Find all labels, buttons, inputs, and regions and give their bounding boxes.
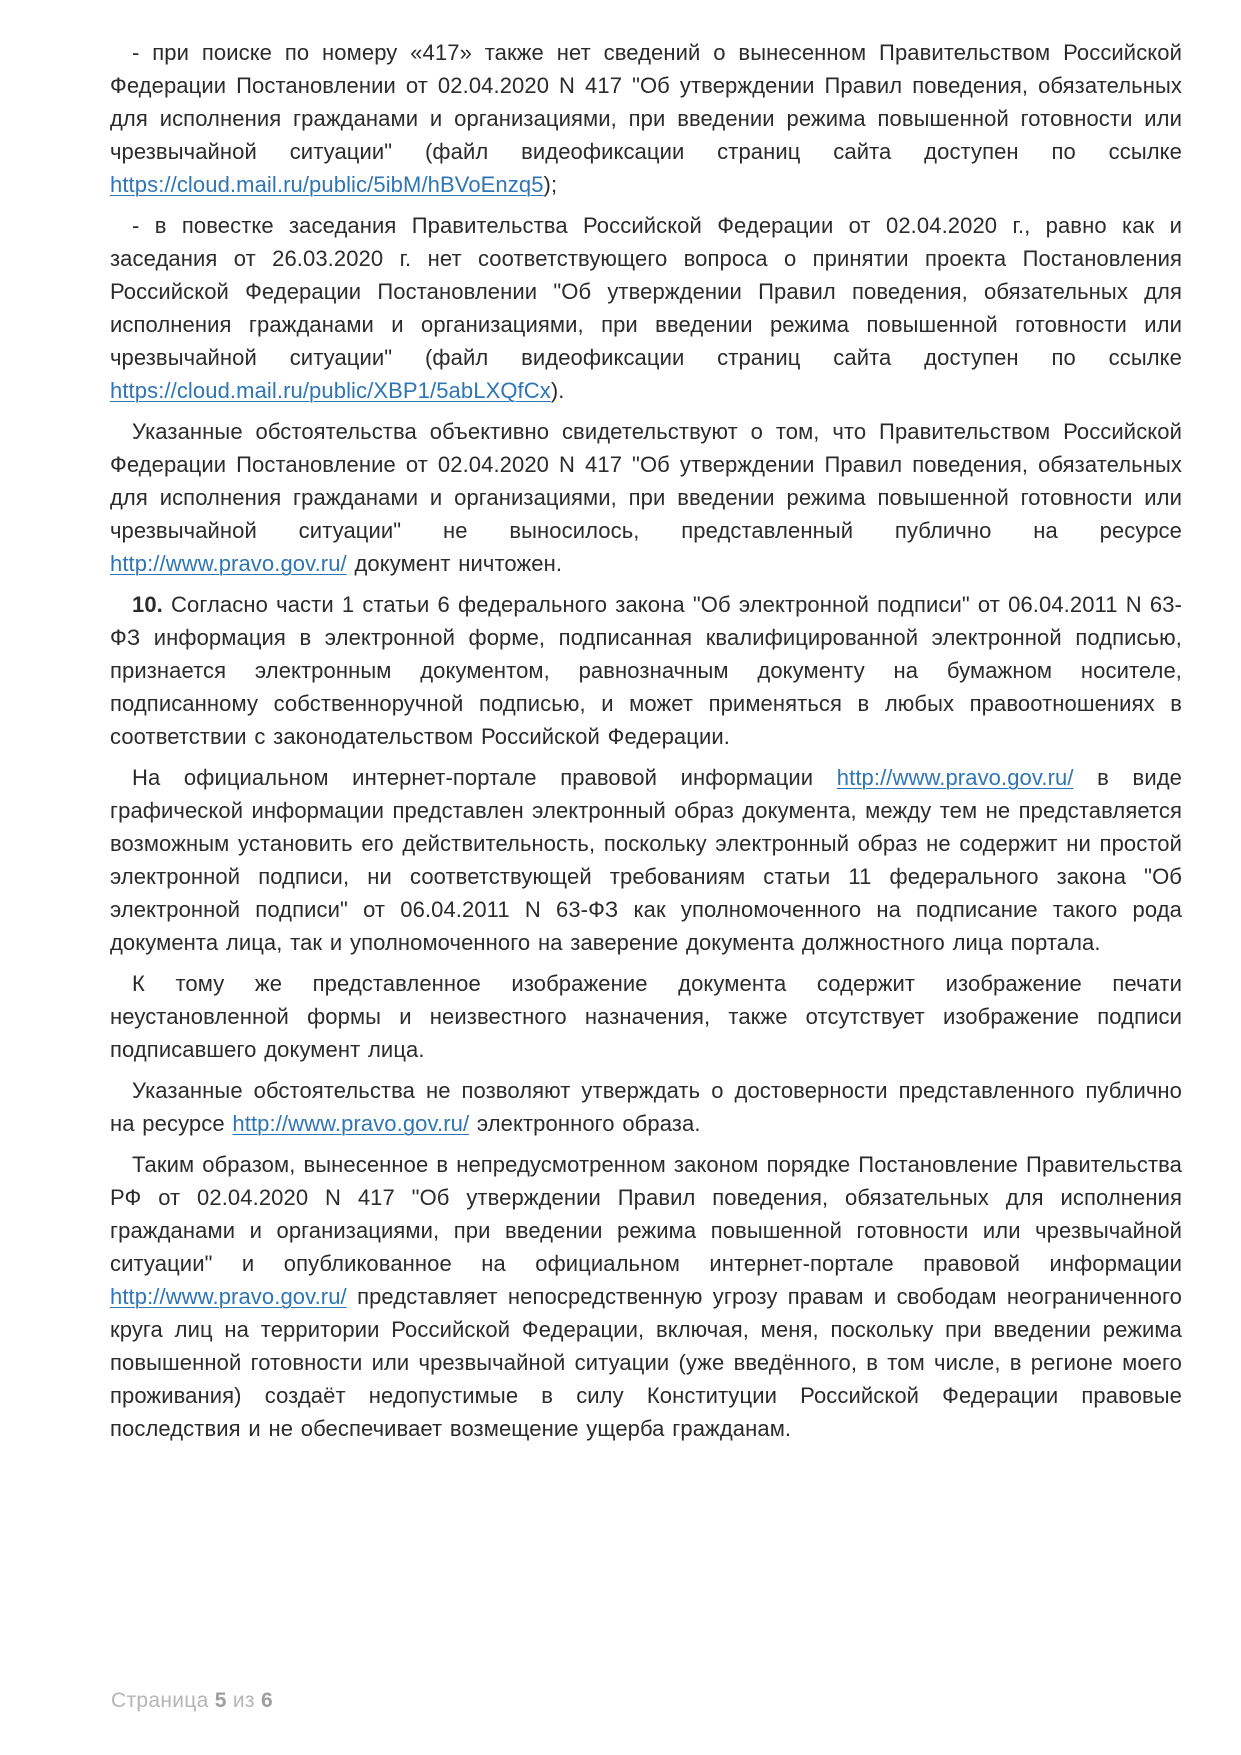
body-text: в виде графической информации представлен электронный образ документа, между тем не представляется возможным установить его действительность, поскольку электронный образ не содержит ни простой электронной подписи, ни соответствующей требованиям статьи 11 федерального закона "Об электронной подписи" от 06.04.2011 N 63-ФЗ как уполномоченного на подписание такого рода документа лица, так и уполномоченного на заверение документа должностного лица портала.	[110, 765, 1182, 955]
hyperlink[interactable]: https://cloud.mail.ru/public/XBP1/5abLXQfCx	[110, 378, 551, 403]
body-text: представляет непосредственную угрозу правам и свободам неограниченного круга лиц на территории Российской Федерации, включая, меня, поскольку при введении режима повышенной готовности или чрезвычайной ситуации (уже введённого, в том числе, в регионе моего проживания) создаёт недопустимые в силу Конституции Российской Федерации правовые последствия и не обеспечивает возмещение ущерба гражданам.	[110, 1284, 1182, 1441]
body-text: ).	[550, 378, 565, 403]
hyperlink[interactable]: https://cloud.mail.ru/public/5ibM/hBVoEnzq5	[110, 172, 544, 197]
page-number: 5	[214, 1689, 227, 1712]
paragraph	[110, 588, 1182, 753]
body-text: электронного образа.	[469, 1111, 701, 1136]
body-text: На официальном интернет-портале правовой информации	[132, 765, 837, 790]
hyperlink[interactable]: http://www.pravo.gov.ru/	[110, 1284, 347, 1309]
paragraph	[110, 415, 1182, 580]
body-text: Таким образом, вынесенное в непредусмотренном законом порядке Постановление Правительства РФ от 02.04.2020 N 417 "Об утверждении Правил поведения, обязательных для исполнения гражданами и организациями, при введении режима повышенной готовности или чрезвычайной ситуации" и опубликованное на официальном интернет-портале правовой информации	[110, 1152, 1182, 1276]
paragraph	[110, 761, 1182, 959]
bold-text: 10.	[132, 592, 163, 617]
paragraph	[110, 209, 1182, 407]
body-text: - в повестке заседания Правительства Российской Федерации от 02.04.2020 г., равно как и заседания от 26.03.2020 г. нет соответствующего вопроса о принятии проекта Постановления Российской Федерации Постановлении "Об утверждении Правил поведения, обязательных для исполнения гражданами и организациями, при введении режима повышенной готовности или чрезвычайной ситуации" (файл видеофиксации страниц сайта доступен по ссылке	[110, 213, 1182, 370]
footer-label: Страница	[111, 1689, 215, 1712]
body-text: Указанные обстоятельства не позволяют утверждать о достоверности представленного публично на ресурсе	[110, 1078, 1182, 1136]
body-text: К тому же представленное изображение документа содержит изображение печати неустановленной формы и неизвестного назначения, также отсутствует изображение подписи подписавшего документ лица.	[110, 971, 1182, 1062]
hyperlink[interactable]: http://www.pravo.gov.ru/	[836, 765, 1074, 790]
paragraph	[110, 1148, 1182, 1445]
page-footer	[111, 1686, 273, 1716]
footer-label: из	[226, 1689, 261, 1712]
paragraph	[110, 967, 1182, 1066]
page-number: 6	[260, 1689, 273, 1712]
page-footer-text	[111, 1689, 273, 1712]
body-text: Согласно части 1 статьи 6 федерального закона "Об электронной подписи" от 06.04.2011 N 63-ФЗ информация в электронной форме, подписанная квалифицированной электронной подписью, признается электронным документом, равнозначным документу на бумажном носителе, подписанному собственноручной подписью, и может применяться в любых правоотношениях в соответствии с законодательством Российской Федерации.	[110, 592, 1182, 749]
hyperlink[interactable]: http://www.pravo.gov.ru/	[110, 551, 347, 576]
body-text: );	[543, 172, 558, 197]
body-text: - при поиске по номеру «417» также нет сведений о вынесенном Правительством Российской Федерации Постановлении от 02.04.2020 N 417 "Об утверждении Правил поведения, обязательных для исполнения гражданами и организациями, при введении режима повышенной готовности или чрезвычайной ситуации" (файл видеофиксации страниц сайта доступен по ссылке	[110, 40, 1182, 164]
hyperlink[interactable]: http://www.pravo.gov.ru/	[232, 1111, 470, 1136]
body-text: документ ничтожен.	[346, 551, 563, 576]
paragraph	[110, 36, 1182, 201]
body-text: Указанные обстоятельства объективно свидетельствуют о том, что Правительством Российской Федерации Постановление от 02.04.2020 N 417 "Об утверждении Правил поведения, обязательных для исполнения гражданами и организациями, при введении режима повышенной готовности или чрезвычайной ситуации" не выносилось, представленный публично на ресурсе	[110, 419, 1182, 543]
paragraph	[110, 1074, 1182, 1140]
document-body	[110, 36, 1182, 1453]
